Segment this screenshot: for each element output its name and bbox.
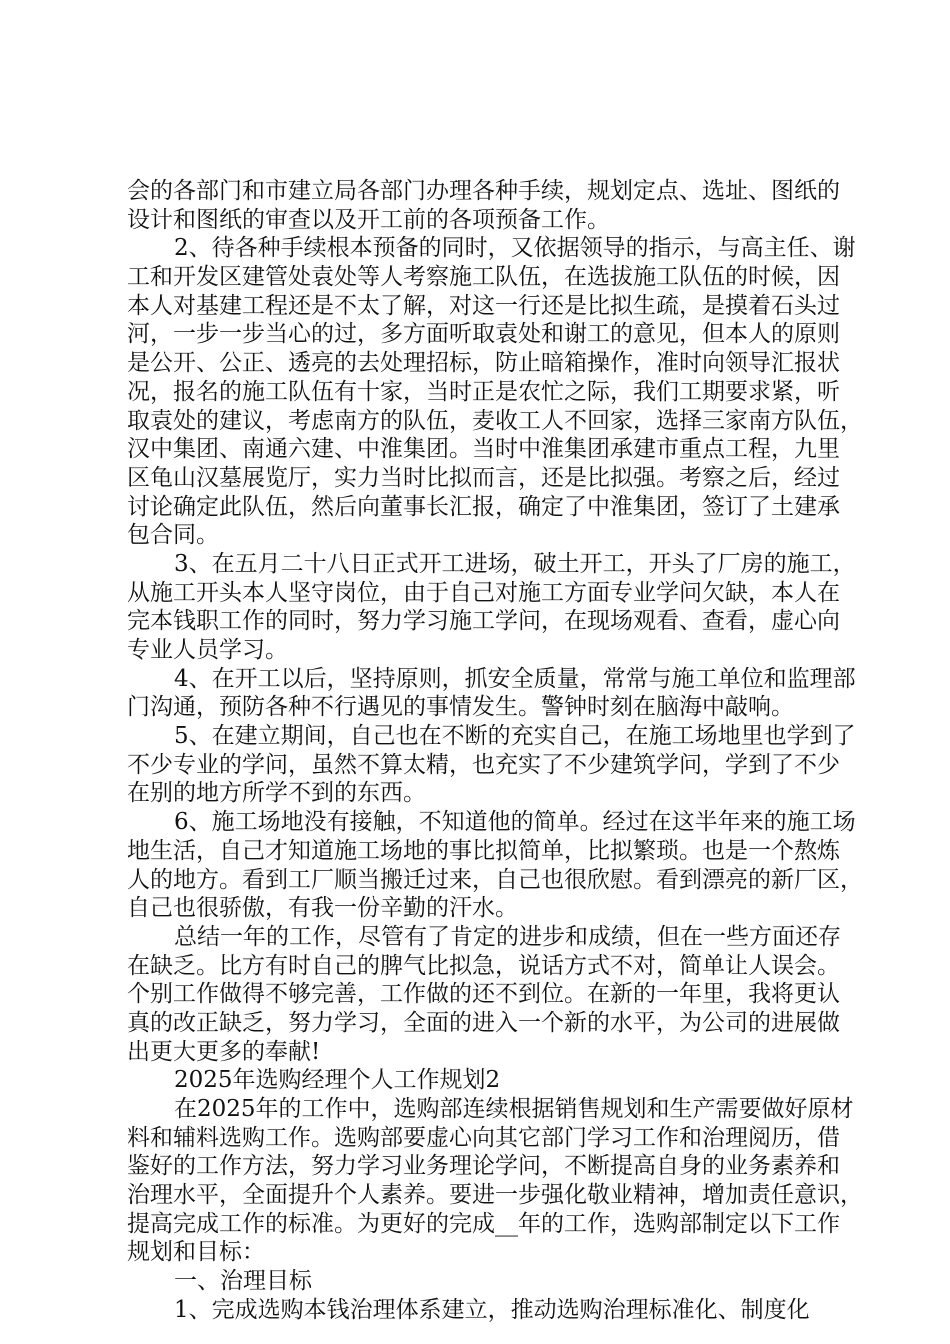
text-line: 讨论确定此队伍，然后向董事长汇报，确定了中淮集团，签订了土建承 [127,493,840,520]
text-line: 汉中集团、南通六建、中淮集团。当时中淮集团承建市重点工程，九里 [127,436,840,463]
text-line: 完本钱职工作的同时，努力学习施工学问，在现场观看、查看，虚心向 [127,608,840,635]
text-line: 包合同。 [127,522,219,549]
text-line: 工和开发区建管处袁处等人考察施工队伍，在选拔施工队伍的时候，因 [127,264,840,291]
text-line: 4、在开工以后，坚持原则，抓安全质量，常常与施工单位和监理部 [174,665,856,692]
text-line: 设计和图纸的审查以及开工前的各项预备工作。 [127,206,610,233]
text-line: 料和辅料选购工作。选购部要虚心向其它部门学习工作和治理阅历，借 [127,1124,840,1151]
text-line: 1、完成选购本钱治理体系建立，推动选购治理标准化、制度化 [174,1296,810,1323]
text-line: 在缺乏。比方有时自己的脾气比拟急，说话方式不对，简单让人误会。 [127,952,840,979]
text-line: 出更大更多的奉献! [127,1038,321,1065]
text-line: 专业人员学习。 [127,637,288,663]
text-line: 门沟通，预防各种不行遇见的事情发生。警钟时刻在脑海中敲响。 [127,694,794,721]
text-line: 3、在五月二十八日正式开工进场，破土开工，开头了厂房的施工， [174,550,856,577]
text-line: 一、治理目标 [174,1268,312,1295]
text-line: 区龟山汉墓展览厅，实力当时比拟而言，还是比拟强。考察之后，经过 [127,464,840,491]
text-line: 总结一年的工作，尽管有了肯定的进步和成绩，但在一些方面还存 [174,923,841,950]
document-body [127,177,863,1325]
text-line: 不少专业的学问，虽然不算太精，也充实了不少建筑学问，学到了不少 [127,751,840,778]
text-line: 治理水平，全面提升个人素养。要进一步强化敬业精神，增加责任意识， [127,1182,863,1209]
text-line: 规划和目标： [127,1239,265,1266]
text-line: 在2025年的工作中，选购部连续根据销售规划和生产需要做好原材 [174,1096,854,1122]
text-line: 在别的地方所学不到的东西。 [127,780,426,807]
text-line: 取袁处的建议，考虑南方的队伍，麦收工人不回家，选择三家南方队伍， [127,407,863,434]
text-line: 是公开、公正、透亮的去处理招标，防止暗箱操作，准时向领导汇报状 [127,350,840,377]
text-line: 从施工开头本人坚守岗位，由于自己对施工方面专业学问欠缺，本人在 [127,579,840,606]
text-line: 6、施工场地没有接触，不知道他的简单。经过在这半年来的施工场 [174,809,856,836]
text-line: 5、在建立期间，自己也在不断的充实自己，在施工场地里也学到了 [174,723,856,750]
text-line: 本人对基建工程还是不太了解，对这一行还是比拟生疏，是摸着石头过 [127,292,840,319]
text-line: 2、待各种手续根本预备的同时，又依据领导的指示，与高主任、谢 [174,235,856,262]
text-line: 个别工作做得不够完善，工作做的还不到位。在新的一年里，我将更认 [127,981,840,1008]
text-line: 真的改正缺乏，努力学习，全面的进入一个新的水平，为公司的进展做 [127,1009,840,1036]
text-line: 人的地方。看到工厂顺当搬迁过来，自己也很欣慰。看到漂亮的新厂区， [127,866,863,893]
text-line: 提高完成工作的标准。为更好的完成__年的工作，选购部制定以下工作 [127,1210,840,1237]
text-line: 鉴好的工作方法，努力学习业务理论学问，不断提高自身的业务素养和 [127,1153,840,1180]
text-line: 况，报名的施工队伍有十家，当时正是农忙之际，我们工期要求紧，听 [127,378,840,405]
text-line: 河，一步一步当心的过，多方面听取袁处和谢工的意见，但本人的原则 [127,321,840,348]
text-line: 会的各部门和市建立局各部门办理各种手续，规划定点、选址、图纸的 [127,178,840,204]
text-line: 2025年选购经理个人工作规划2 [174,1067,501,1094]
text-line: 自己也很骄傲，有我一份辛勤的汗水。 [127,895,518,922]
text-line: 地生活，自己才知道施工场地的事比拟简单，比拟繁琐。也是一个熬炼 [127,837,840,864]
